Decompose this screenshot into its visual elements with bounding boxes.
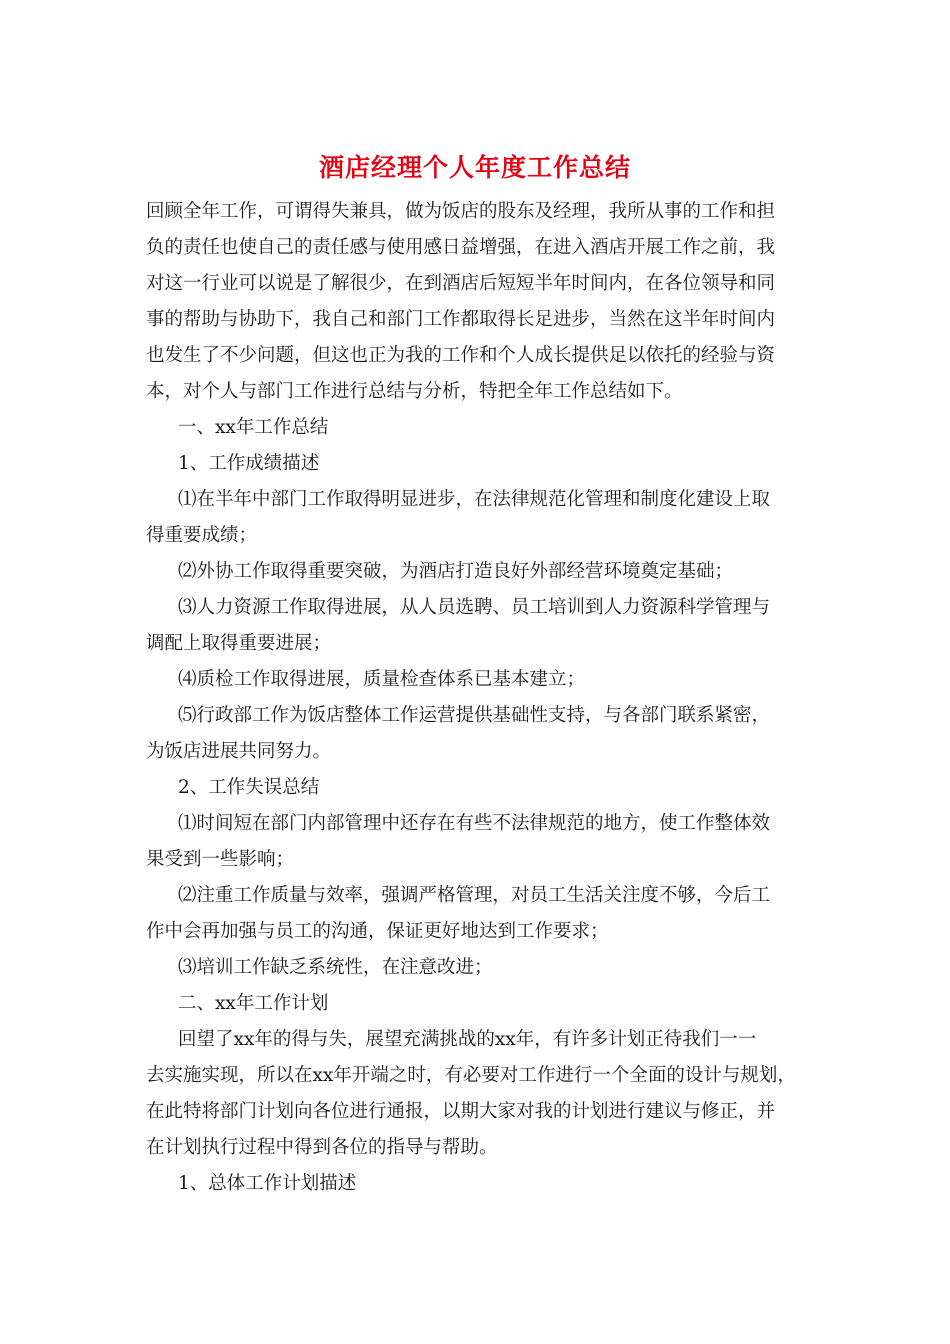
paragraph-line: 回顾全年工作，可谓得失兼具，做为饭店的股东及经理，我所从事的工作和担 bbox=[146, 201, 776, 222]
paragraph-line: 事的帮助与协助下，我自己和部门工作都取得长足进步，当然在这半年时间内 bbox=[146, 309, 776, 330]
list-item-line: ⑸行政部工作为饭店整体工作运营提供基础性支持，与各部门联系紧密， bbox=[178, 705, 771, 726]
paragraph-line: 对这一行业可以说是了解很少，在到酒店后短短半年时间内，在各位领导和同 bbox=[146, 273, 776, 294]
list-item-line: 作中会再加强与员工的沟通，保证更好地达到工作要求； bbox=[146, 921, 609, 942]
paragraph-line: 本，对个人与部门工作进行总结与分析，特把全年工作总结如下。 bbox=[146, 381, 683, 402]
list-item-line: ⑶人力资源工作取得进展，从人员选聘、员工培训到人力资源科学管理与 bbox=[178, 597, 771, 618]
subsection-heading: 1、工作成绩描述 bbox=[178, 453, 320, 474]
list-item-line: ⑴时间短在部门内部管理中还存在有些不法律规范的地方，使工作整体效 bbox=[178, 813, 771, 834]
list-item-line: ⑷质检工作取得进展，质量检查体系已基本建立； bbox=[178, 669, 586, 690]
paragraph-line: 也发生了不少问题，但这也正为我的工作和个人成长提供足以依托的经验与资 bbox=[146, 345, 776, 366]
list-item-line: ⑵外协工作取得重要突破，为酒店打造良好外部经营环境奠定基础； bbox=[178, 561, 734, 582]
section-heading: 二、xx年工作计划 bbox=[178, 993, 329, 1014]
paragraph-line: 去实施实现，所以在xx年开端之时，有必要对工作进行一个全面的设计与规划， bbox=[146, 1065, 796, 1086]
paragraph-line: 负的责任也使自己的责任感与使用感日益增强，在进入酒店开展工作之前，我 bbox=[146, 237, 776, 258]
paragraph-line: 在此特将部门计划向各位进行通报，以期大家对我的计划进行建议与修正，并 bbox=[146, 1101, 776, 1122]
list-item-line: 为饭店进展共同努力。 bbox=[146, 741, 332, 762]
section-heading: 一、xx年工作总结 bbox=[178, 417, 329, 438]
subsection-heading: 1、总体工作计划描述 bbox=[178, 1173, 357, 1194]
paragraph-line: 在计划执行过程中得到各位的指导与帮助。 bbox=[146, 1137, 498, 1158]
list-item-line: ⑵注重工作质量与效率，强调严格管理，对员工生活关注度不够，今后工 bbox=[178, 885, 771, 906]
list-item-line: ⑴在半年中部门工作取得明显进步，在法律规范化管理和制度化建设上取 bbox=[178, 489, 771, 510]
subsection-heading: 2、工作失误总结 bbox=[178, 777, 320, 798]
list-item-line: 果受到一些影响； bbox=[146, 849, 295, 870]
document-title: 酒店经理个人年度工作总结 bbox=[318, 153, 631, 182]
paragraph-line: 回望了xx年的得与失，展望充满挑战的xx年，有许多计划正待我们一一 bbox=[178, 1029, 757, 1050]
list-item-line: ⑶培训工作缺乏系统性，在注意改进； bbox=[178, 957, 493, 978]
list-item-line: 调配上取得重要进展； bbox=[146, 633, 332, 654]
list-item-line: 得重要成绩； bbox=[146, 525, 258, 546]
